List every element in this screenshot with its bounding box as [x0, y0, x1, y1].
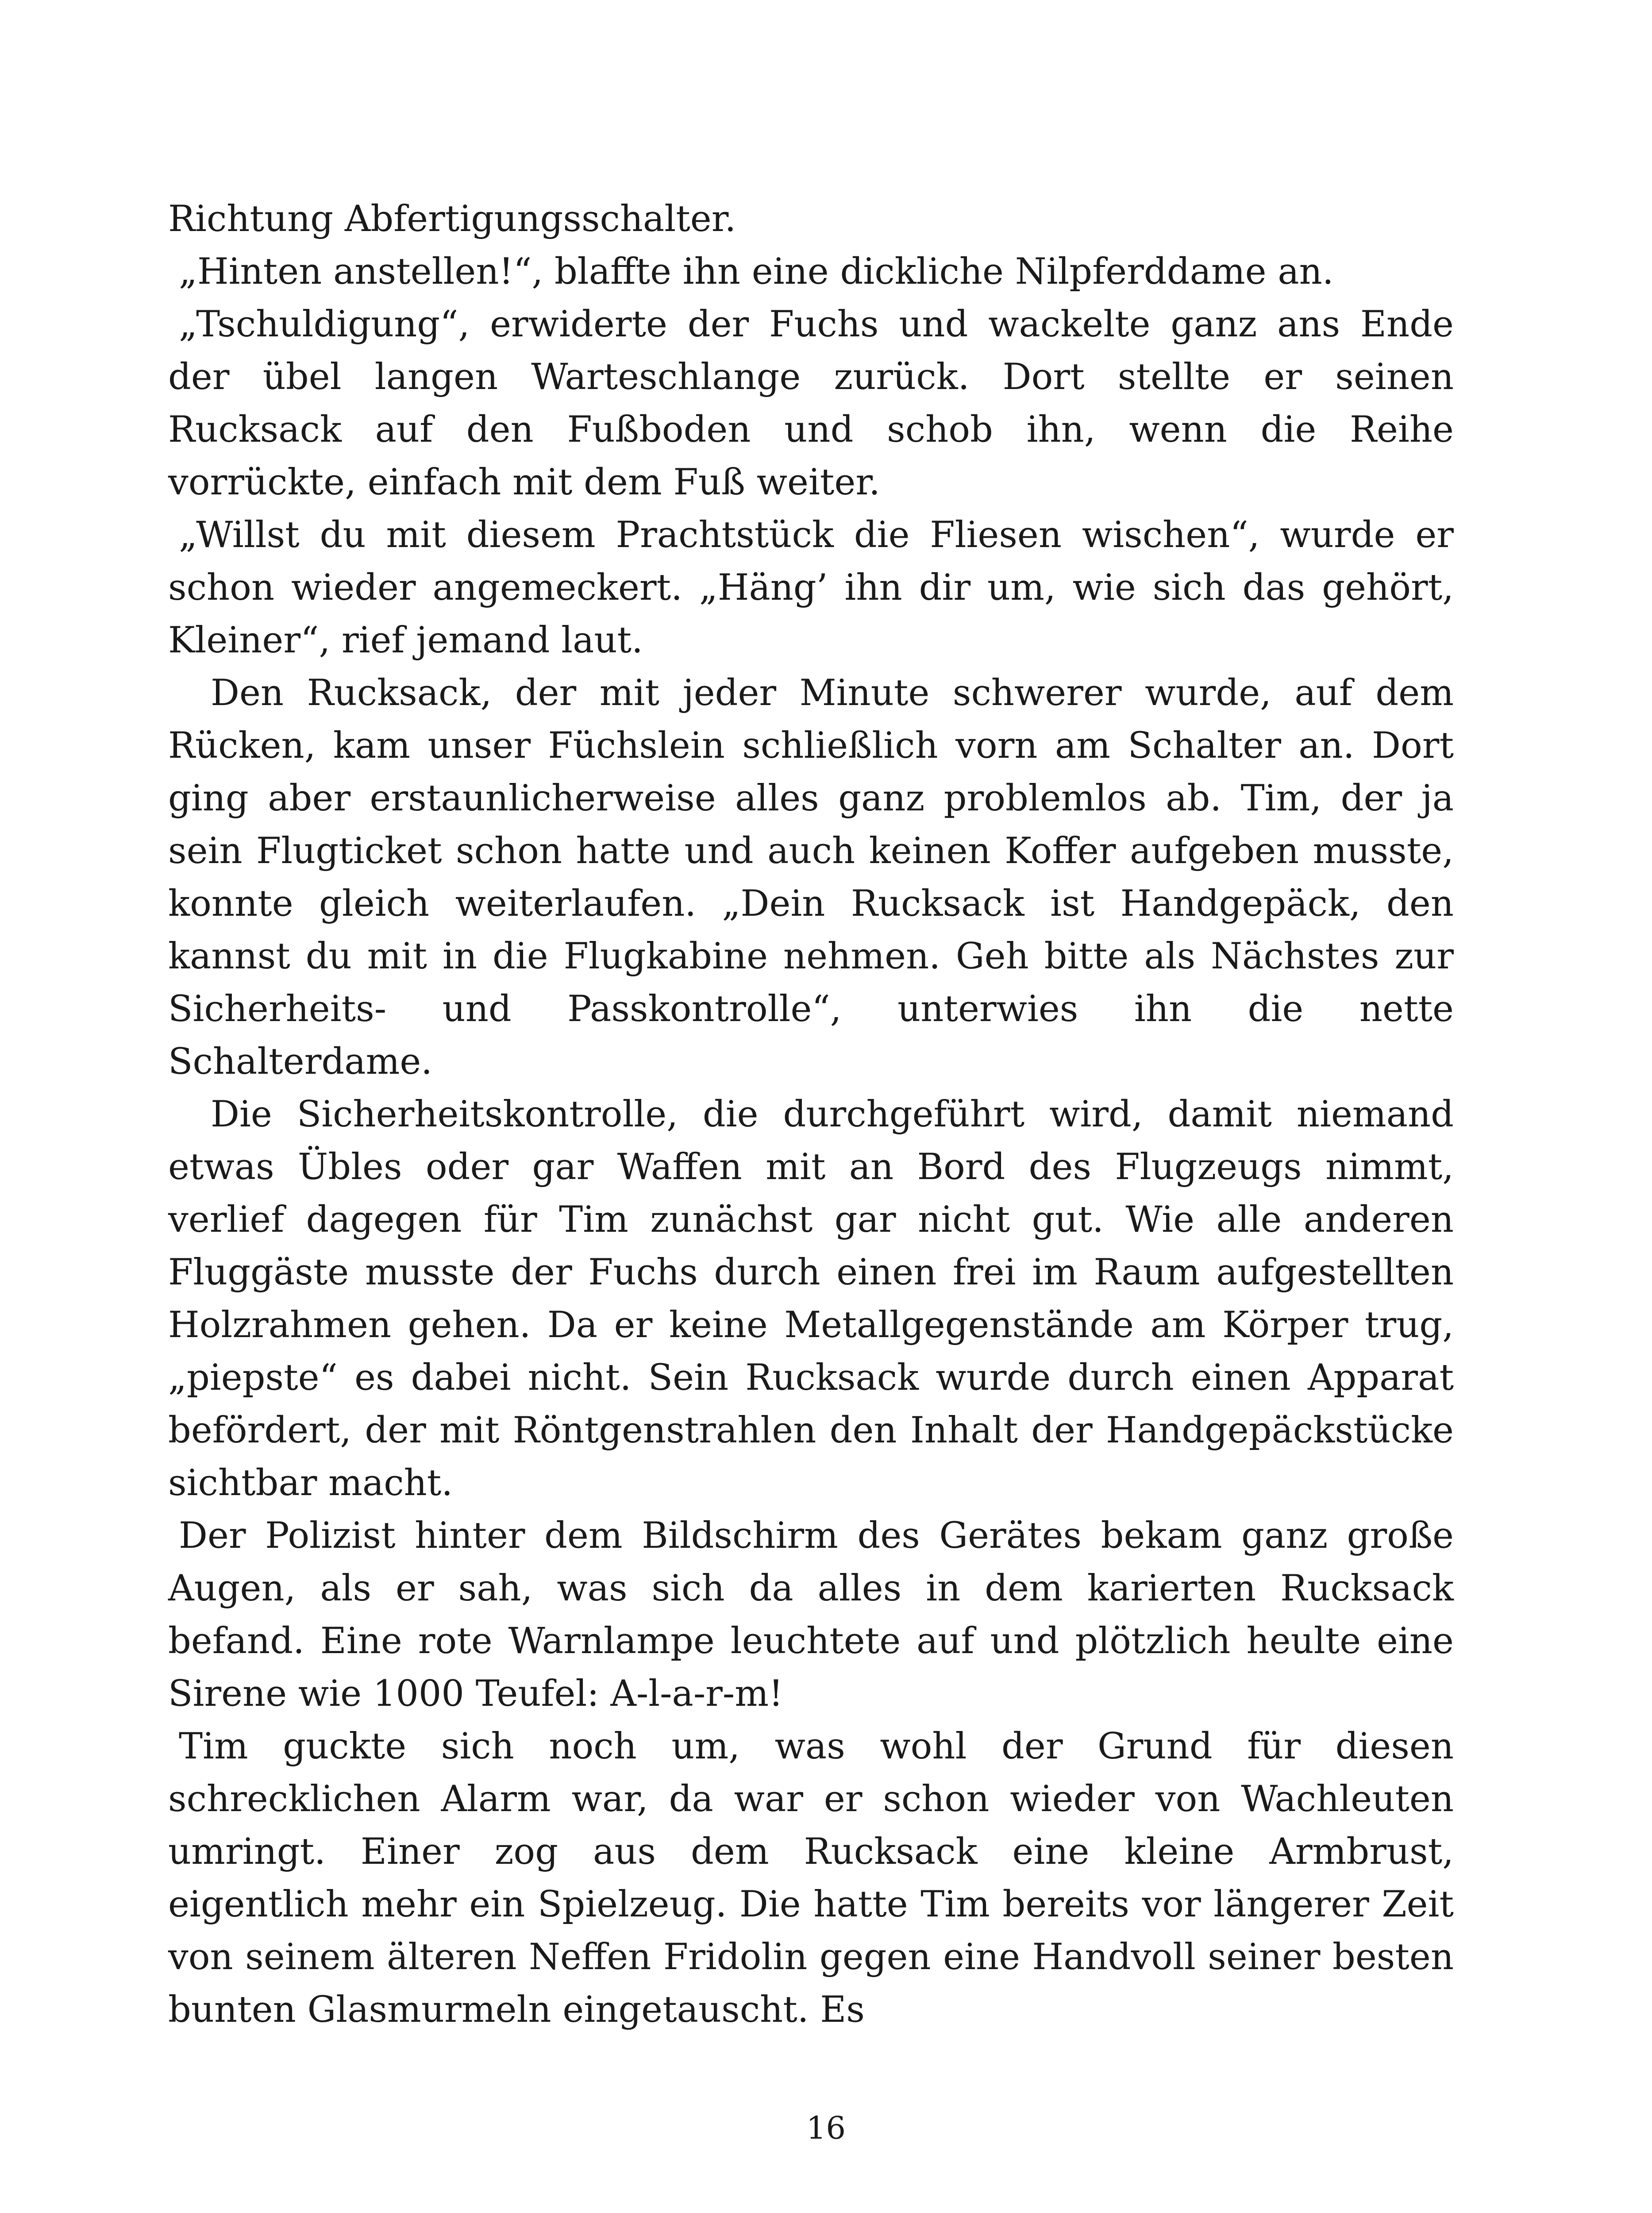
paragraph-3: „Tschuldigung“, erwiderte der Fuchs und wackelte ganz ans Ende der übel langen Warteschlange zurück. Dort stellte er seinen Rucksack auf den Fußboden und schob ihn, wenn die Reihe vorrückte, einfach mit dem Fuß weiter. [168, 304, 1454, 503]
paragraph-6: Die Sicherheitskontrolle, die durchgeführt wird, damit niemand etwas Übles oder gar Waffen mit an Bord des Flugzeugs nimmt, verlief dagegen für Tim zunächst gar nicht gut. Wie alle anderen Fluggäste musste der Fuchs durch einen frei im Raum aufgestellten Holzrahmen gehen. Da er keine Metallgegenstände am Körper trug, „piepste“ es dabei nicht. Sein Rucksack wurde durch einen Apparat befördert, der mit Röntgenstrahlen den Inhalt der Handgepäckstücke sichtbar macht. [168, 1094, 1454, 1504]
paragraph-2: „Hinten anstellen!“, blaffte ihn eine dickliche Nilpferddame an. [179, 251, 1334, 293]
paragraph-4: „Willst du mit diesem Prachtstück die Fliesen wischen“, wurde er schon wieder angemeckert. „Häng’ ihn dir um, wie sich das gehört, Kleiner“, rief jemand laut. [168, 514, 1454, 661]
page-number: 16 [806, 2110, 846, 2146]
paragraph-7: Der Polizist hinter dem Bildschirm des Gerätes bekam ganz große Augen, als er sah, was sich da alles in dem karierten Rucksack befand. Eine rote Warnlampe leuchtete auf und plötzlich heulte eine Sirene wie 1000 Teufel: A-l-a-r-m! [168, 1515, 1454, 1715]
body-text [168, 193, 1454, 2036]
paragraph-1: Richtung Abfertigungsschalter. [168, 198, 736, 240]
paragraph-8: Tim guckte sich noch um, was wohl der Grund für diesen schrecklichen Alarm war, da war er schon wieder von Wachleuten umringt. Einer zog aus dem Rucksack eine kleine Armbrust, eigentlich mehr ein Spielzeug. Die hatte Tim bereits vor längerer Zeit von seinem älteren Neffen Fridolin gegen eine Handvoll seiner besten bunten Glasmurmeln eingetauscht. Es [168, 1726, 1454, 2031]
paragraph-5: Den Rucksack, der mit jeder Minute schwerer wurde, auf dem Rücken, kam unser Füchslein schließlich vorn am Schalter an. Dort ging aber erstaunlicherweise alles ganz problemlos ab. Tim, der ja sein Flugticket schon hatte und auch keinen Koffer aufgeben musste, konnte gleich weiterlaufen. „Dein Rucksack ist Handgepäck, den kannst du mit in die Flugkabine nehmen. Geh bitte als Nächstes zur Sicherheits- und Passkontrolle“, unterwies ihn die nette Schalterdame. [168, 672, 1454, 1083]
